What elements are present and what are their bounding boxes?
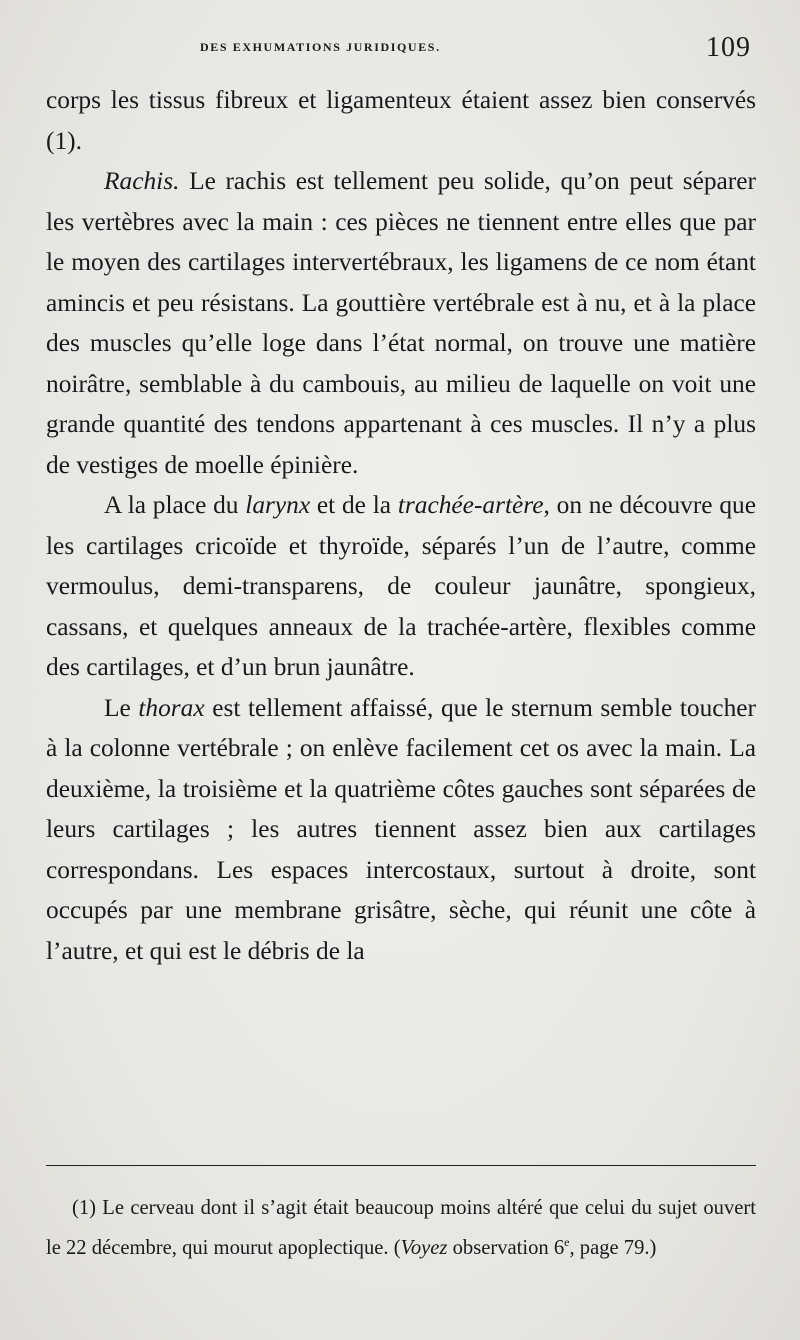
paragraph-text: Le [104, 693, 139, 722]
footnote [46, 1191, 756, 1265]
paragraph-larynx [46, 485, 756, 688]
footnote-text: , page 79.) [569, 1237, 657, 1259]
paragraph-continuation [46, 80, 756, 161]
footnote-text: (1) Le cerveau dont il s’agit était beaucoup moins altéré que celui du sujet ouvert le 22 décembre, qui mourut apoplectique. ( [46, 1197, 756, 1259]
section-lead-rachis: Rachis. [104, 167, 180, 195]
footnote-superscript: e [564, 1235, 570, 1249]
page-number: 109 [706, 32, 751, 63]
paragraph-text: Le rachis est tellement peu solide, qu’on peut séparer les vertèbres avec la main : ces pièces ne tiennent entre elles que par le moyen des cartilages intervertébraux, les ligamens de ce nom étant amincis et peu résistans. La gouttière vertébrale est à nu, et à la place des muscles qu’elle loge dans l’état normal, on trouve une matière noirâtre, semblable à du cambouis, au milieu de laquelle on voit une grande quantité des tendons appartenant à ces muscles. Il n’y a plus de vestiges de moelle épinière. [46, 167, 756, 479]
paragraph-rachis [46, 161, 756, 485]
main-text [46, 80, 756, 971]
paragraph-text: est tellement affaissé, que le sternum semble toucher à la colonne vertébrale ; on enlève facilement cet os avec la main. La deuxième, la troisième et la quatrième côtes gauches sont séparées de leurs cartilages ; les autres tiennent assez bien aux cartilages correspondans. Les espaces intercostaux, surtout à droite, sont occupés par une membrane grisâtre, sèche, qui réunit une côte à l’autre, et qui est le débris de la [46, 693, 756, 965]
term-thorax: thorax [138, 693, 205, 722]
term-trachee-artere: trachée-artère [397, 491, 544, 519]
paragraph-text: , on ne découvre que les cartilages cricoïde et thyroïde, séparés l’un de l’autre, comme vermoulus, demi-transparens, de couleur jaunâtre, spongieux, cassans, et quelques anneaux de la trachée-artère, flexibles comme des cartilages, et d’un brun jaunâtre. [46, 491, 756, 681]
paragraph-text: A la place du [104, 491, 246, 519]
running-title: des exhumations juridiques. [200, 36, 441, 55]
paragraph-text: corps les tissus fibreux et ligamenteux étaient assez bien conservés (1). [46, 86, 756, 155]
term-larynx: larynx [245, 491, 311, 519]
footnote-separator [46, 1165, 756, 1166]
footnote-voyez: Voyez [400, 1237, 448, 1259]
paragraph-text: et de la [310, 491, 398, 519]
page-header [0, 32, 800, 68]
footnote-text: observation 6 [447, 1237, 565, 1259]
paragraph-thorax [46, 688, 756, 972]
